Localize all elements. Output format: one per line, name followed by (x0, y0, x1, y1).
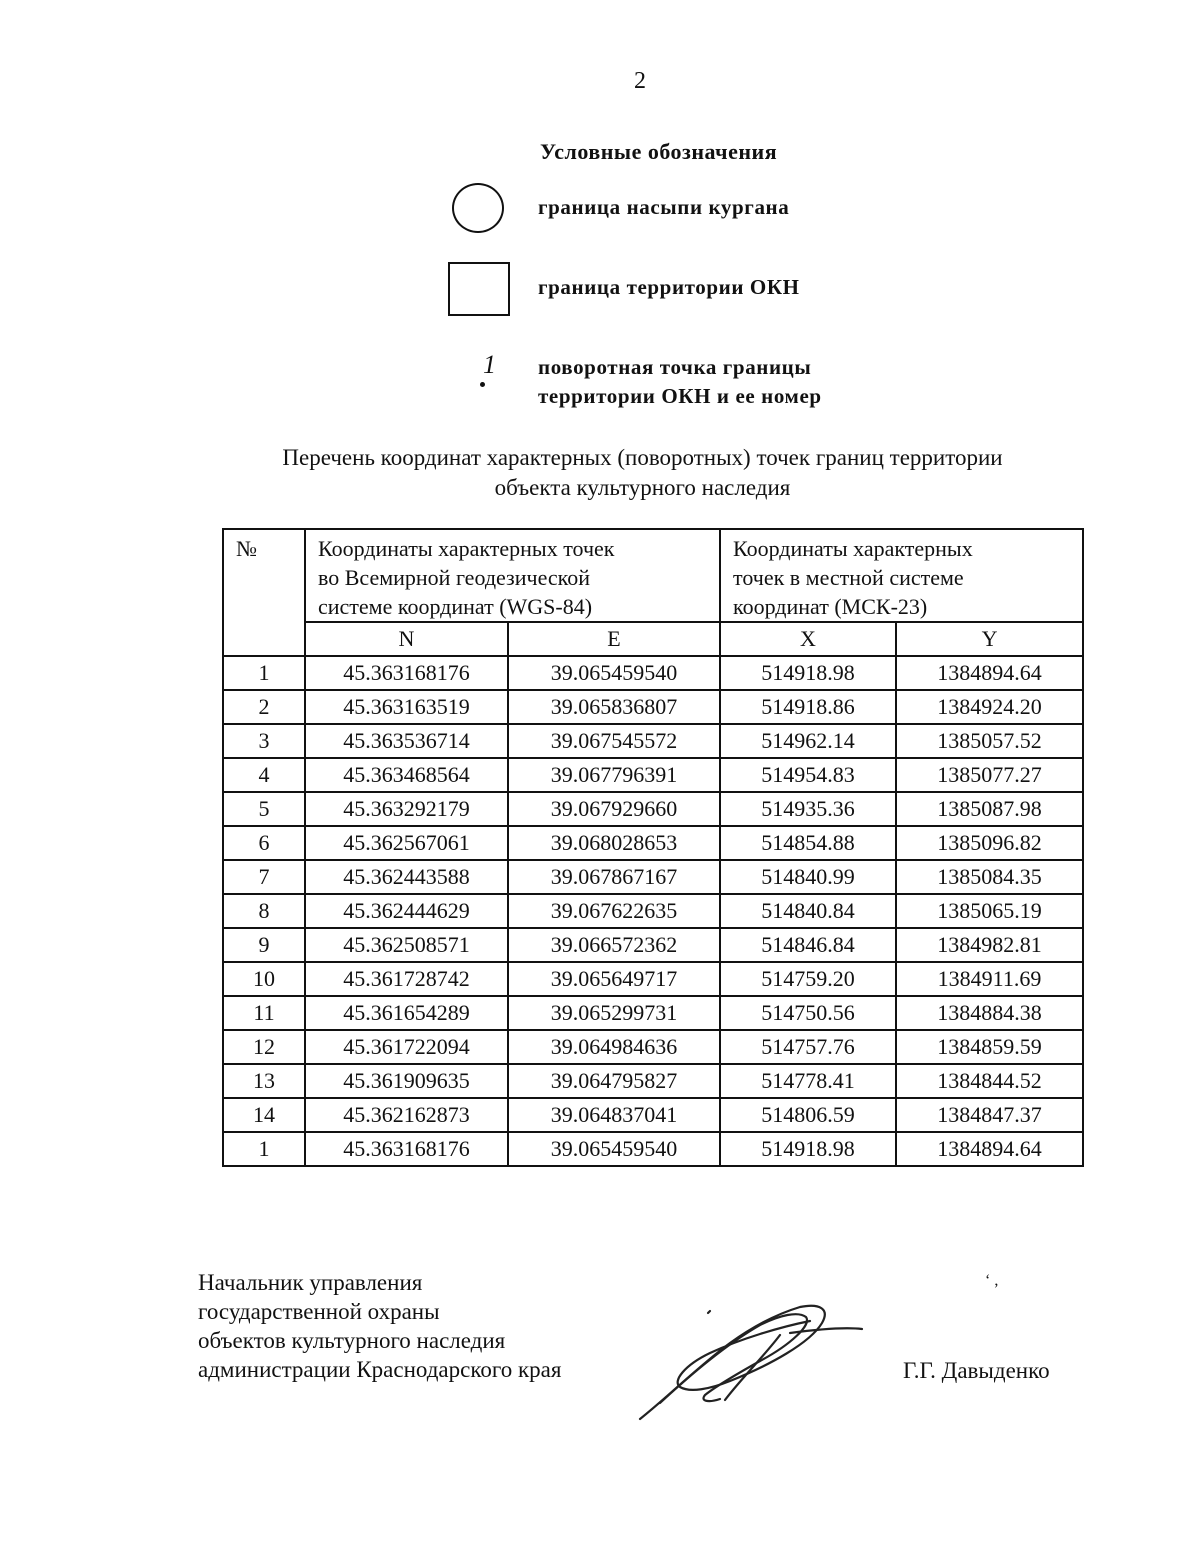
cell-x: 514962.14 (720, 724, 896, 758)
table-row (223, 1098, 1083, 1132)
cell-n: 45.363168176 (305, 1132, 508, 1166)
header-msk23-line: точек в местной системе (733, 565, 964, 590)
cell-y: 1384884.38 (896, 996, 1083, 1030)
cell-number: 6 (223, 826, 305, 860)
cell-n: 45.361728742 (305, 962, 508, 996)
list-title-line1: Перечень координат характерных (поворотных) точек границ территории (282, 445, 1003, 470)
cell-number: 9 (223, 928, 305, 962)
subheader-x: X (720, 622, 896, 656)
handwritten-signature (630, 1295, 870, 1425)
table-row (223, 792, 1083, 826)
cell-x: 514778.41 (720, 1064, 896, 1098)
cell-e: 39.065649717 (508, 962, 720, 996)
cell-x: 514759.20 (720, 962, 896, 996)
cell-x: 514954.83 (720, 758, 896, 792)
cell-n: 45.362567061 (305, 826, 508, 860)
cell-n: 45.363163519 (305, 690, 508, 724)
cell-n: 45.362443588 (305, 860, 508, 894)
cell-number: 14 (223, 1098, 305, 1132)
cell-y: 1385084.35 (896, 860, 1083, 894)
cell-number: 3 (223, 724, 305, 758)
cell-e: 39.064837041 (508, 1098, 720, 1132)
cell-number: 7 (223, 860, 305, 894)
table-row (223, 894, 1083, 928)
legend-item-turning-point-line1: поворотная точка границы (538, 355, 812, 379)
cell-y: 1384982.81 (896, 928, 1083, 962)
list-title-line2: объекта культурного наследия (494, 475, 791, 500)
cell-x: 514918.86 (720, 690, 896, 724)
cell-number: 2 (223, 690, 305, 724)
coordinates-table-body (223, 656, 1083, 1166)
cell-y: 1384859.59 (896, 1030, 1083, 1064)
position-line: Начальник управления (198, 1270, 423, 1295)
cell-y: 1385057.52 (896, 724, 1083, 758)
table-row (223, 996, 1083, 1030)
table-row (223, 962, 1083, 996)
cell-number: 10 (223, 962, 305, 996)
page-number: 2 (634, 68, 646, 94)
subheader-e: E (508, 622, 720, 656)
cell-n: 45.363536714 (305, 724, 508, 758)
cell-n: 45.361909635 (305, 1064, 508, 1098)
cell-e: 39.064795827 (508, 1064, 720, 1098)
cell-y: 1385065.19 (896, 894, 1083, 928)
coordinates-table (222, 528, 1084, 1167)
square-outline-icon (448, 262, 510, 316)
cell-x: 514918.98 (720, 1132, 896, 1166)
cell-number: 11 (223, 996, 305, 1030)
position-line: администрации Краснодарского края (198, 1357, 562, 1382)
cell-e: 39.065459540 (508, 1132, 720, 1166)
header-wgs84-line: Координаты характерных точек (318, 536, 615, 561)
table-row (223, 690, 1083, 724)
cell-n: 45.362508571 (305, 928, 508, 962)
table-row (223, 1064, 1083, 1098)
legend-item-mound: граница насыпи кургана (538, 195, 790, 219)
circle-outline-icon (452, 183, 504, 233)
table-row (223, 656, 1083, 690)
cell-x: 514935.36 (720, 792, 896, 826)
cell-x: 514918.98 (720, 656, 896, 690)
cell-n: 45.361654289 (305, 996, 508, 1030)
cell-number: 1 (223, 656, 305, 690)
cell-y: 1384847.37 (896, 1098, 1083, 1132)
cell-y: 1384894.64 (896, 656, 1083, 690)
cell-e: 39.066572362 (508, 928, 720, 962)
table-row (223, 826, 1083, 860)
cell-x: 514806.59 (720, 1098, 896, 1132)
cell-y: 1384844.52 (896, 1064, 1083, 1098)
cell-e: 39.067545572 (508, 724, 720, 758)
legend-item-turning-point-line2: территории ОКН и ее номер (538, 384, 822, 408)
table-row (223, 928, 1083, 962)
cell-number: 5 (223, 792, 305, 826)
subheader-y: Y (896, 622, 1083, 656)
cell-e: 39.067929660 (508, 792, 720, 826)
cell-e: 39.067867167 (508, 860, 720, 894)
list-title (200, 443, 1085, 503)
cell-x: 514750.56 (720, 996, 896, 1030)
cell-y: 1384894.64 (896, 1132, 1083, 1166)
cell-e: 39.065299731 (508, 996, 720, 1030)
cell-number: 13 (223, 1064, 305, 1098)
cell-number: 1 (223, 1132, 305, 1166)
handwritten-mark: ‘ , (985, 1272, 999, 1289)
cell-e: 39.064984636 (508, 1030, 720, 1064)
point-marker-icon (480, 382, 485, 387)
cell-x: 514757.76 (720, 1030, 896, 1064)
header-wgs84-line: во Всемирной геодезической (318, 565, 590, 590)
table-row (223, 758, 1083, 792)
cell-number: 4 (223, 758, 305, 792)
cell-n: 45.362444629 (305, 894, 508, 928)
header-wgs84-line: системе координат (WGS-84) (318, 594, 593, 619)
cell-number: 12 (223, 1030, 305, 1064)
cell-y: 1384911.69 (896, 962, 1083, 996)
position-line: государственной охраны (198, 1299, 440, 1324)
cell-e: 39.065459540 (508, 656, 720, 690)
point-marker-label: 1 (483, 350, 496, 379)
table-row (223, 860, 1083, 894)
signature-position (198, 1268, 561, 1384)
position-line: объектов культурного наследия (198, 1328, 506, 1353)
cell-n: 45.363292179 (305, 792, 508, 826)
header-number: № (223, 529, 305, 656)
cell-x: 514846.84 (720, 928, 896, 962)
cell-y: 1385077.27 (896, 758, 1083, 792)
cell-e: 39.067622635 (508, 894, 720, 928)
cell-number: 8 (223, 894, 305, 928)
cell-x: 514840.84 (720, 894, 896, 928)
cell-n: 45.363468564 (305, 758, 508, 792)
header-msk23-line: координат (МСК-23) (733, 594, 928, 619)
table-row (223, 1132, 1083, 1166)
table-row (223, 1030, 1083, 1064)
header-msk23-line: Координаты характерных (733, 536, 973, 561)
cell-n: 45.362162873 (305, 1098, 508, 1132)
header-msk23 (720, 529, 1083, 622)
cell-y: 1384924.20 (896, 690, 1083, 724)
cell-x: 514840.99 (720, 860, 896, 894)
subheader-n: N (305, 622, 508, 656)
legend-item-territory: граница территории ОКН (538, 275, 800, 299)
cell-e: 39.065836807 (508, 690, 720, 724)
legend-item-turning-point (538, 353, 822, 411)
cell-e: 39.068028653 (508, 826, 720, 860)
legend-title: Условные обозначения (540, 139, 778, 164)
table-row (223, 724, 1083, 758)
cell-x: 514854.88 (720, 826, 896, 860)
cell-y: 1385096.82 (896, 826, 1083, 860)
cell-y: 1385087.98 (896, 792, 1083, 826)
cell-n: 45.361722094 (305, 1030, 508, 1064)
cell-n: 45.363168176 (305, 656, 508, 690)
header-wgs84 (305, 529, 720, 622)
cell-e: 39.067796391 (508, 758, 720, 792)
signatory-name: Г.Г. Давыденко (903, 1358, 1050, 1383)
